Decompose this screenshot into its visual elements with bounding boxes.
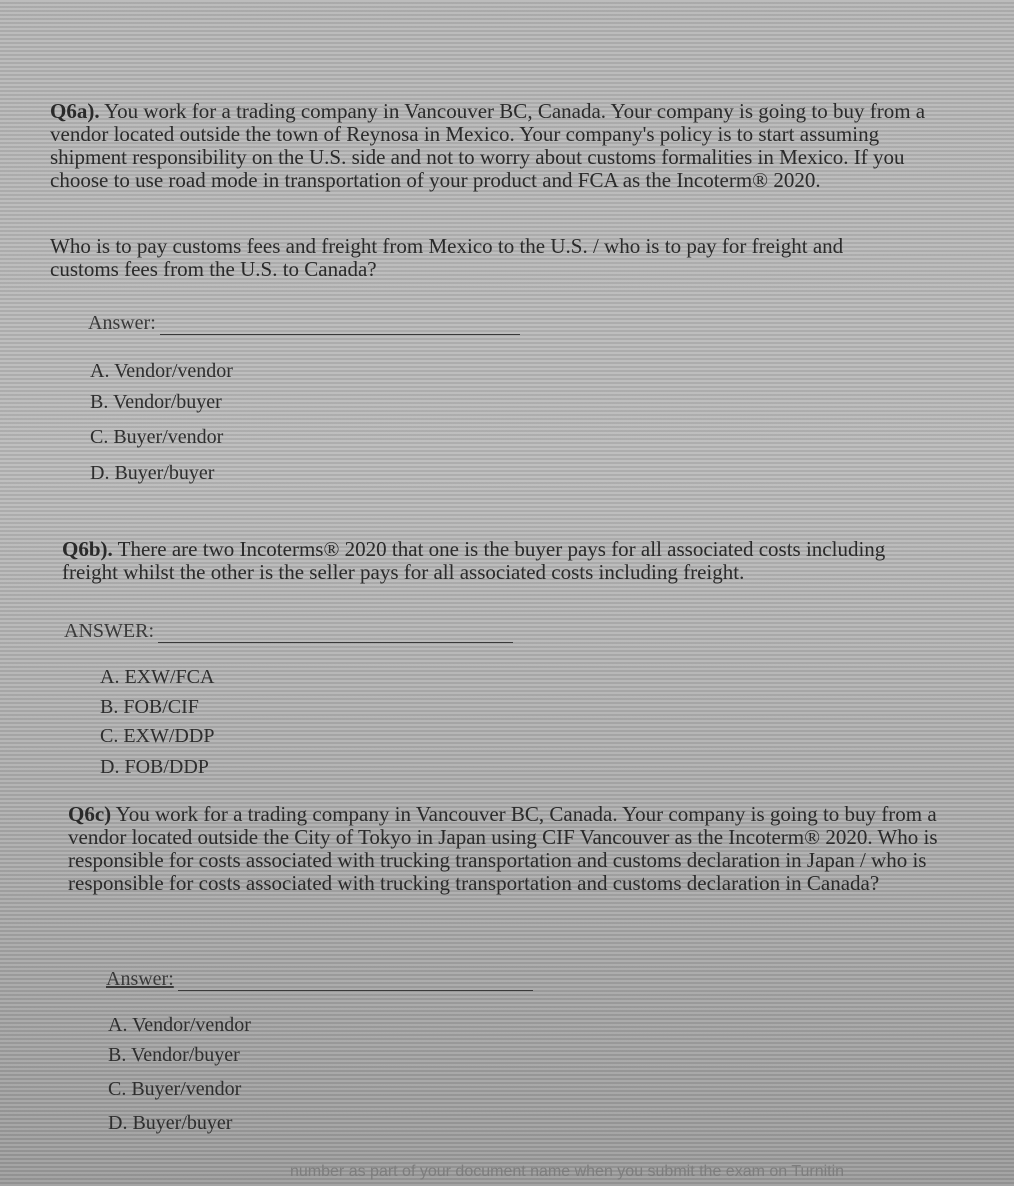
q6c-answer-field[interactable]	[106, 968, 533, 991]
q6b-id: Q6b).	[62, 537, 113, 561]
q6a-option-b[interactable]: B. Vendor/buyer	[90, 391, 222, 413]
q6c-option-d[interactable]: D. Buyer/buyer	[108, 1112, 233, 1134]
q6b-option-d[interactable]: D. FOB/DDP	[100, 756, 209, 778]
q6a-id: Q6a).	[50, 99, 100, 123]
q6c-prompt	[68, 803, 948, 895]
q6a-text: You work for a trading company in Vancouver BC, Canada. Your company is going to buy from a vendor located outside the town of Reynosa in Mexico. Your company's policy is to start assuming shipment responsibility on the U.S. side and not to worry about customs formalities in Mexico. If you choose to use road mode in transportation of your product and FCA as the Incoterm® 2020.	[50, 99, 926, 192]
q6a-option-c[interactable]: C. Buyer/vendor	[90, 426, 224, 448]
q6a-answer-field[interactable]	[88, 312, 520, 335]
q6a-option-d[interactable]: D. Buyer/buyer	[90, 462, 215, 484]
q6a-option-a[interactable]: A. Vendor/vendor	[90, 360, 233, 382]
q6c-option-a[interactable]: A. Vendor/vendor	[108, 1014, 251, 1036]
q6b-answer-label: ANSWER:	[64, 620, 154, 642]
q6a-question: Who is to pay customs fees and freight from Mexico to the U.S. / who is to pay for freight and customs fees from the U.S. to Canada?	[50, 234, 844, 281]
q6c-text: You work for a trading company in Vancouver BC, Canada. Your company is going to buy from a vendor located outside the City of Tokyo in Japan using CIF Vancouver as the Incoterm® 2020. Who is responsible for costs associated with trucking transportation and customs declaration in Japan / who is responsible for costs associated with trucking transportation and customs declaration in Canada?	[68, 802, 938, 895]
footer-instruction: number as part of your document name when you submit the exam on Turnitin	[290, 1163, 845, 1180]
q6a-prompt	[50, 100, 950, 192]
q6c-id: Q6c)	[68, 802, 112, 826]
q6b-option-b[interactable]: B. FOB/CIF	[100, 696, 199, 718]
q6b-option-c[interactable]: C. EXW/DDP	[100, 725, 215, 747]
q6c-option-c[interactable]: C. Buyer/vendor	[108, 1078, 242, 1100]
q6b-text: There are two Incoterms® 2020 that one is the buyer pays for all associated costs including freight whilst the other is the seller pays for all associated costs including freight.	[62, 537, 886, 584]
q6a-answer-label: Answer:	[88, 312, 156, 334]
q6c-answer-label: Answer:	[106, 968, 174, 990]
q6c-option-b[interactable]: B. Vendor/buyer	[108, 1044, 240, 1066]
q6b-answer-field[interactable]	[64, 620, 513, 643]
q6b-option-a[interactable]: A. EXW/FCA	[100, 666, 215, 688]
q6b-prompt	[62, 538, 922, 584]
